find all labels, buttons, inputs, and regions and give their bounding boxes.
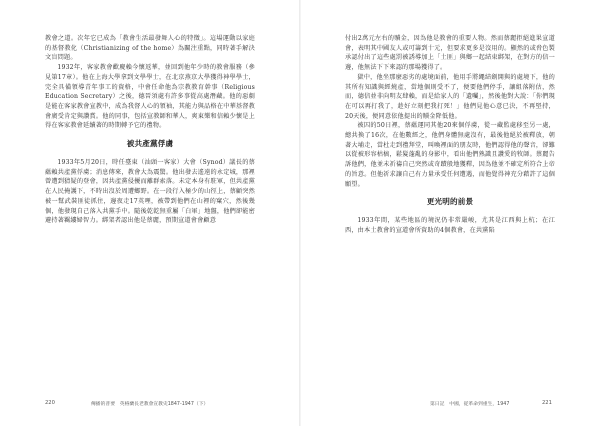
left-running-footer: 傳播的普要 英格蘭長老教會宣教史1847-1947（下）	[91, 402, 209, 407]
right-paragraph-2: 獄中，他坐那麼惡劣的處境面前，他用手將繩結劍開與的處境下，他的其所有知識與經燒產，當地個則受不了，便要他們停手，讓組落附估，然而，德信並非向明友肆賴，而是給家人的「遺囑」，然後他對大說：「你們現在可以再打我了，趁好立刻把我打死！」他們見他心意已決，不再堅持，20天後，便同意依他提出的贖金降低他。	[345, 73, 555, 120]
right-page-number: 221	[542, 400, 552, 406]
right-paragraph-4: 1933年間，某些地區的境況仍非常嚴峻，尤其是江西與上杭；在江西，由本土教會的宣道會所資助的4個教會，在共黨陷	[345, 217, 555, 234]
right-paragraph-3: 被囚的50日裡，蔡蘊運同其他20來個俘虜，從一藏監處移至另一處，總共換了16次，在他數經之，他們身體無處沒有，最後他絕於被釋放，朝著大埔走，當杜走到禮拜堂，叫喚裡面的朋友時，他們認得他的聲音，卻難以從被形容枯槁，鬆髮蓬亂的身影中，看出他們熟識且讚愛的牧師。蔡麗告訴他們，他並未祈禱自己突然或奇蹟般地獲釋，因為他並不確定所符合上帝的旨意。但他祈求讓自己有力量承受任何遭遇，而他覺得神充分藉許了這個願望。	[345, 122, 555, 188]
left-paragraph-3: 1933年5月20日，時任臺東（汕頭一客家）大會（Synod）議長的蔡蘊賴共產黨俘虜；消息傳來，教會大為震驚。他出發去遙遠的永定城，那裡曾遭到猜疑的登會，因共產黨侵擾而離群索落。未定本身有駐軍，但共產黨在人民掩護下，不時出沒於周遭鄉野。在一段行入極少的山徑上，蔡顧突然被一幫武裝匪徒抓住，邊夜走17英哩，被帶到他們在山裡的窠穴，然後幾個，他發現自己落入共黨手中。隨後乾乾無重屬「白軍」地盤，他們卻能密避持著羈縷婦智力。綁架者認出他是蔡麗，預期宣道會會顧意	[45, 159, 255, 225]
left-page	[45, 34, 255, 226]
left-paragraph-2: 1932年，客家教會歡慶賴今懷返華，並回到他年少時的教會服務（參見第17章）。他在上海大學拿到文學學士，在北京燕京大學獲得神學學士，完全具備領導青年事工的資格，中會任命他為宗教教育幹事（Religious Education Secretary）之後，德晉須處有許多事從高處潛藏。他的惡劇是能在客家教會宣教中，成為我督人心的領袖，其能力與品格在中華基督教會廣受肯定與讚賞。他的同事，包括宣教師和華人，爽東樂和信賴少懷是上得在客家教會延續著的時期轉予它的禮物。	[45, 64, 255, 130]
page-gutter	[299, 0, 301, 426]
section-heading-brighter-prospects: 更光明的前景	[426, 197, 474, 207]
right-running-footer: 第日記 中國，從革命到重生，1947	[430, 402, 510, 407]
section-heading-captured: 被共產黨俘虜	[126, 139, 174, 149]
right-page	[345, 34, 555, 236]
right-paragraph-1: 付出2萬元左右的贖金，因為他是教會的重要人物。然而蔡麗拒絕進果宣道會，表明其中國友人或可籌到十元，但要求更多是沒用的。顯然的或脅色製承認付出了這些處罰被誘導加上「土匪」與鄉一起結束綁架，在對方的信一邊，他無法下下來認的那場獲得了。	[345, 35, 555, 72]
left-page-number: 220	[45, 400, 55, 406]
left-paragraph-1: 教會之道。次年它已成為「教會生活最發舞人心的特徵」。這場運動以家庭的基督教化（Christianizing of the home）為關注重點，同時著手解決文盲問題。	[45, 35, 255, 62]
